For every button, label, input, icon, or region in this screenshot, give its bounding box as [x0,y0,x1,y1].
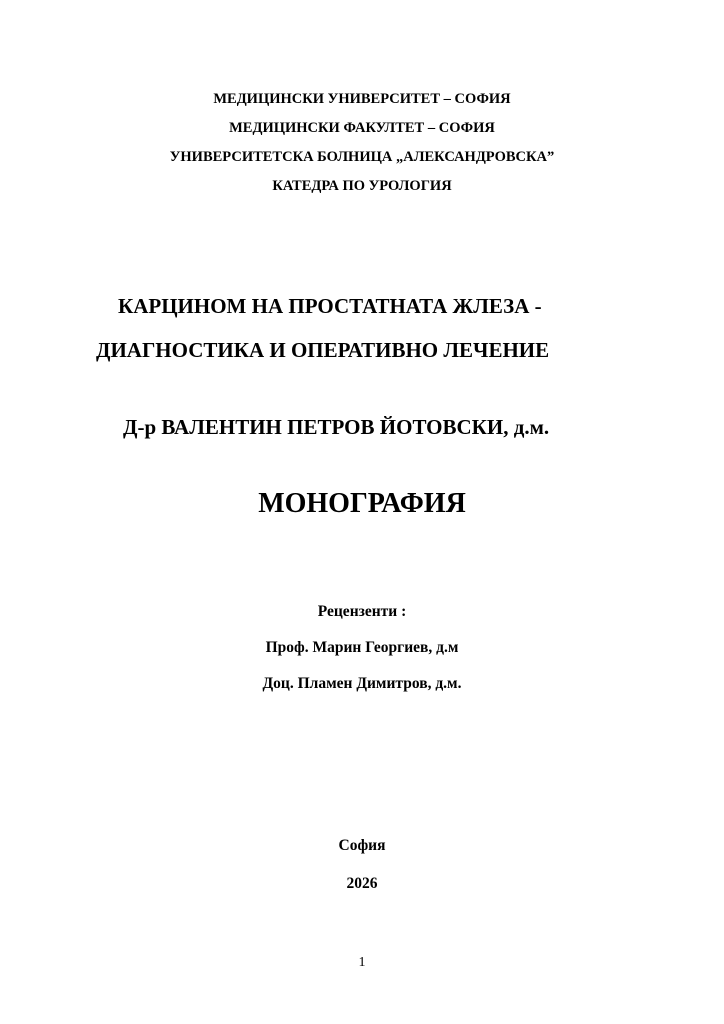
university-name: МЕДИЦИНСКИ УНИВЕРСИТЕТ – СОФИЯ [213,91,511,107]
document-type: МОНОГРАФИЯ [258,488,466,519]
publication-year: 2026 [346,875,378,892]
title-line-1: КАРЦИНОМ НА ПРОСТАТНАТА ЖЛЕЗА - [118,294,542,318]
faculty-name: МЕДИЦИНСКИ ФАКУЛТЕТ – СОФИЯ [229,120,495,136]
reviewers-heading: Рецензенти : [317,603,407,620]
hospital-name: УНИВЕРСИТЕТСКА БОЛНИЦА „АЛЕКСАНДРОВСКА” [169,149,555,165]
title-line-2: ДИАГНОСТИКА И ОПЕРАТИВНО ЛЕЧЕНИЕ [96,338,550,362]
publication-city: София [338,837,386,854]
reviewer-name: Проф. Марин Георгиев, д.м [265,639,459,656]
author-name: Д-р ВАЛЕНТИН ПЕТРОВ ЙОТОВСКИ, д.м. [123,415,550,439]
reviewer-name: Доц. Пламен Димитров, д.м. [262,675,462,692]
page-number: 1 [358,955,366,970]
department-name: КАТЕДРА ПО УРОЛОГИЯ [272,178,452,194]
